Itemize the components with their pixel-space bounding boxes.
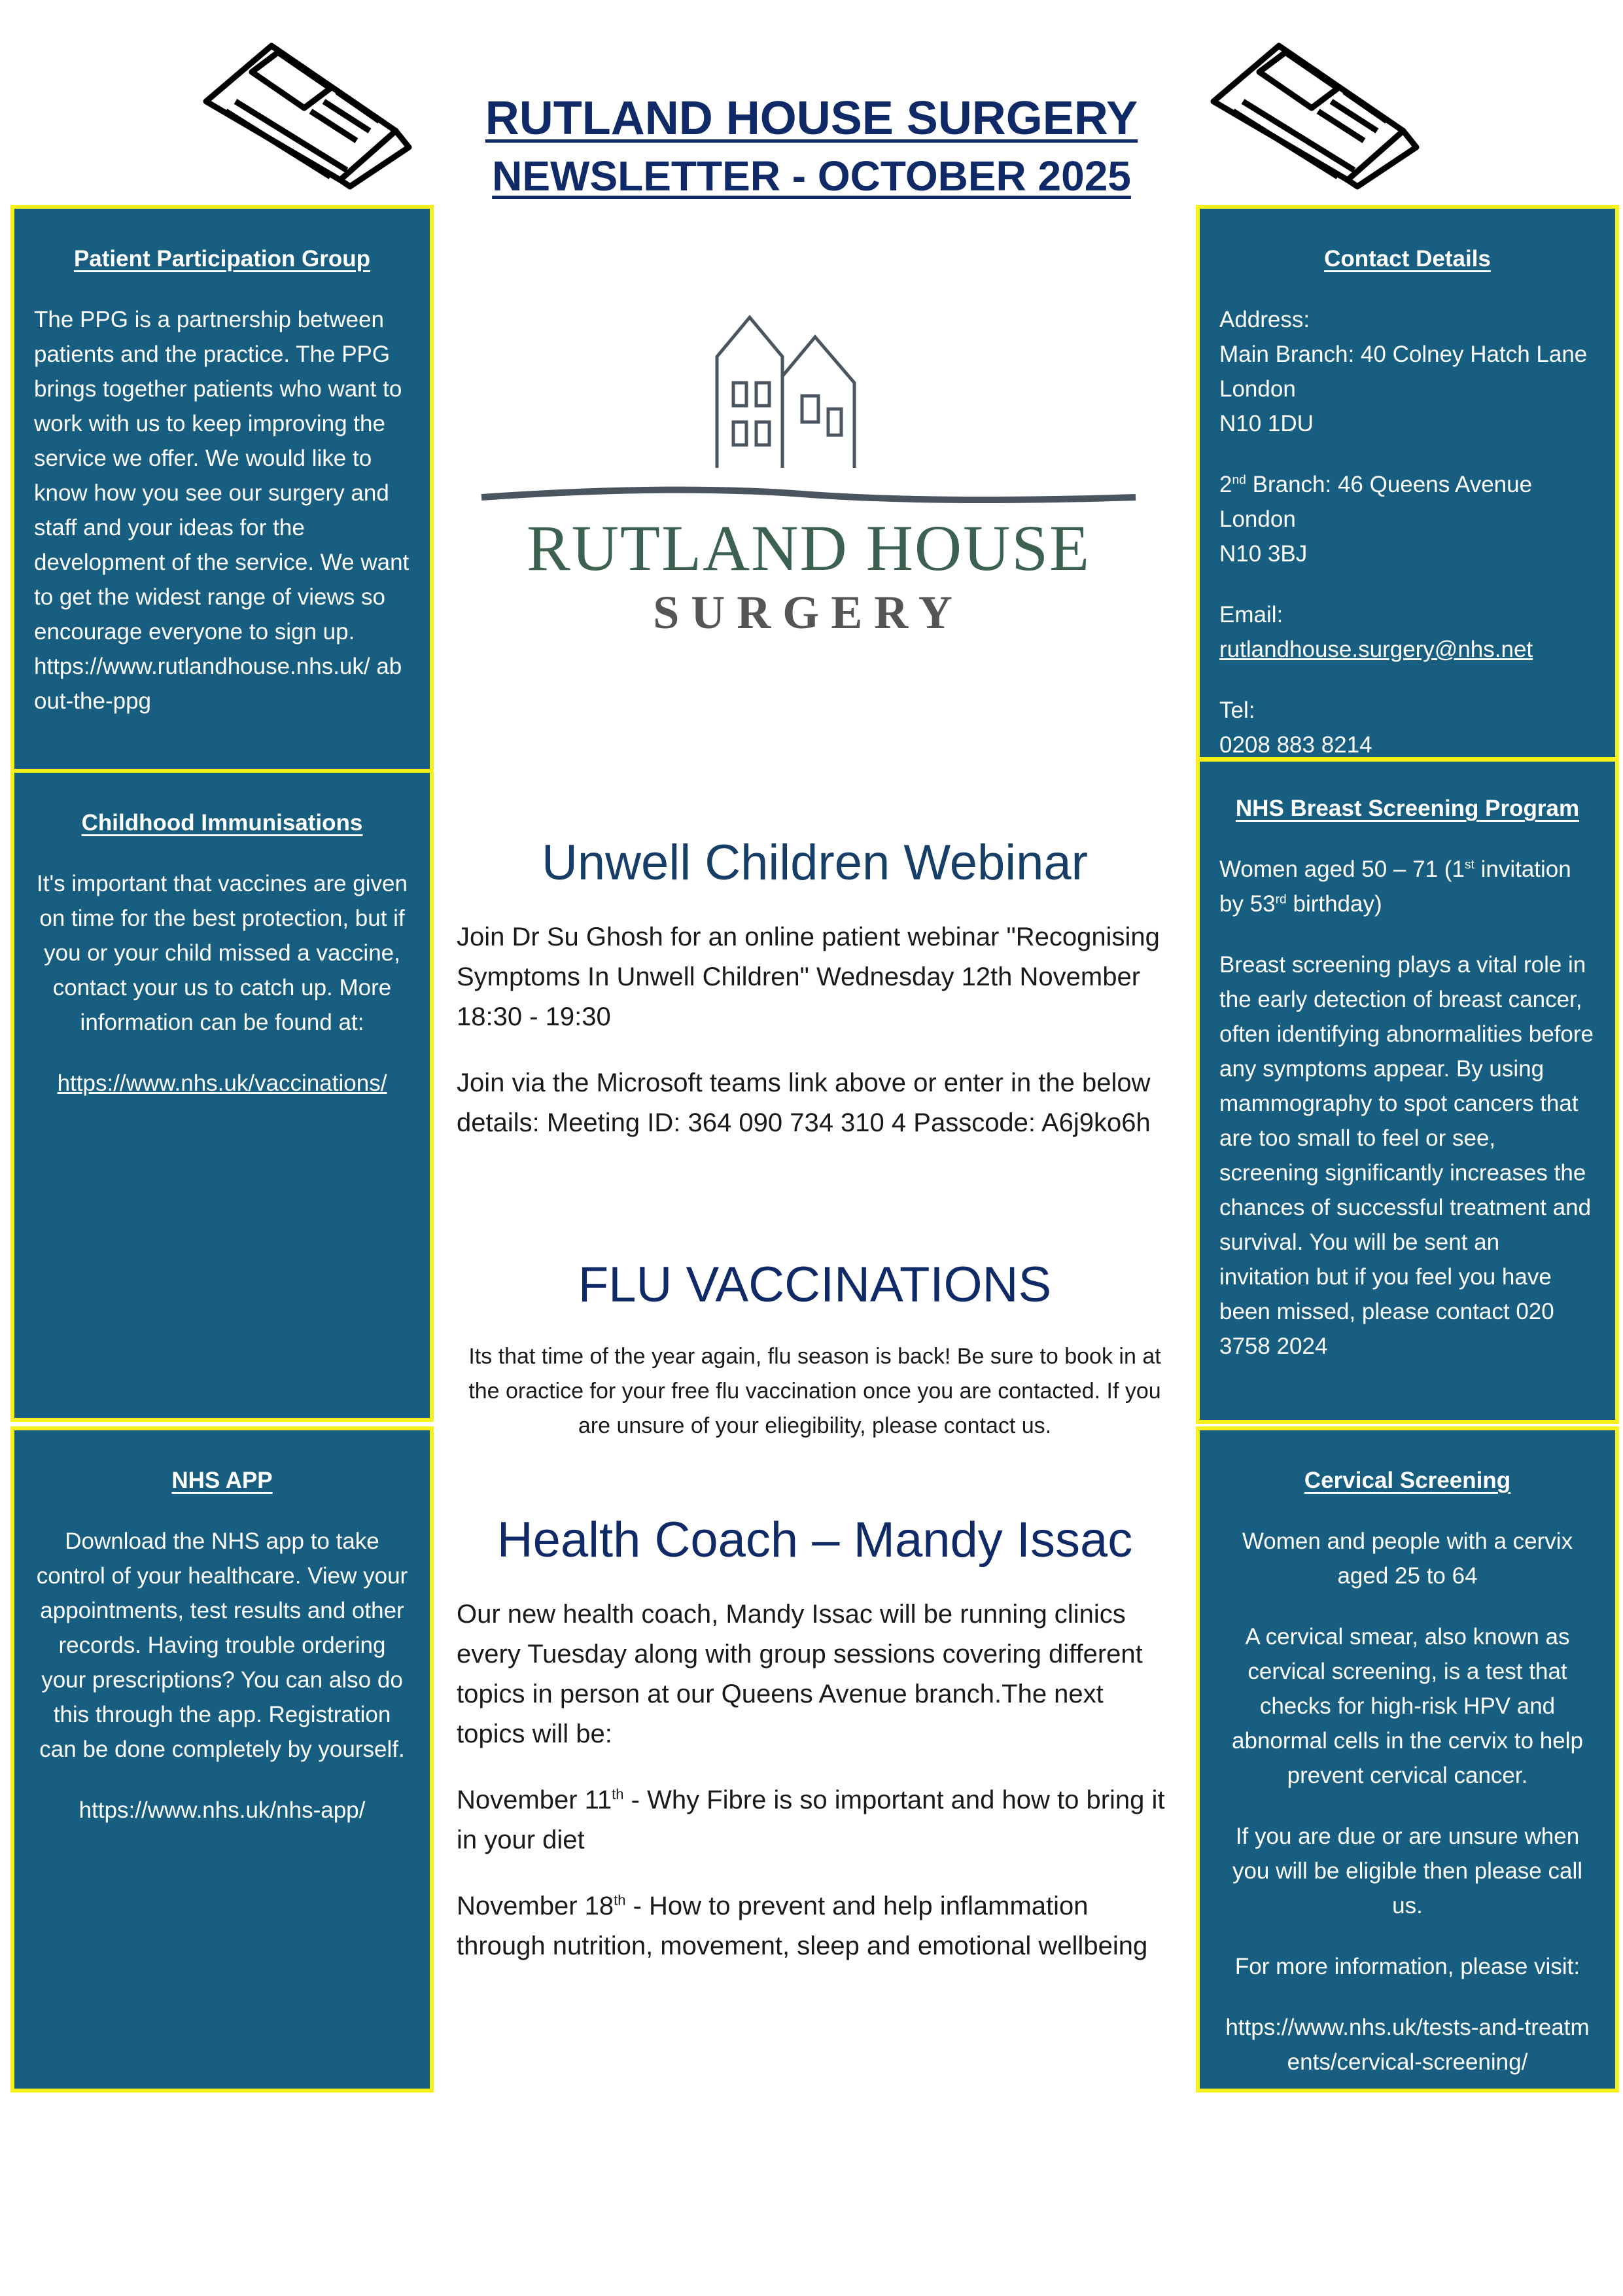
second-branch-num: 2 <box>1219 472 1232 497</box>
main-city: London <box>1219 376 1296 402</box>
email-label: Email: <box>1219 602 1283 627</box>
sup: th <box>612 1786 624 1803</box>
ppg-link[interactable]: https://www.rutlandhouse.nhs.uk/ about-the-ppg <box>34 654 402 714</box>
nhs-app-heading: NHS APP <box>171 1468 273 1493</box>
surgery-logo <box>475 298 1142 684</box>
cervical-panel <box>1196 1426 1619 2093</box>
vaccinations-link[interactable]: https://www.nhs.uk/vaccinations/ <box>57 1070 387 1096</box>
sup: rd <box>1275 892 1287 907</box>
cervical-p2: A cervical smear, also known as cervical screening, is a test that checks for high-risk HPV and abnormal cells in the cervix to help prevent cervical cancer. <box>1232 1624 1583 1788</box>
second-postcode: N10 3BJ <box>1219 541 1308 567</box>
main-postcode: N10 1DU <box>1219 411 1314 436</box>
flu-section <box>457 1256 1173 1470</box>
coach-heading: Health Coach – Mandy Issac <box>497 1512 1133 1568</box>
house-illustration <box>475 298 1142 514</box>
ppg-panel <box>10 205 434 773</box>
cervical-p3: If you are due or are unsure when you will be eligible then please call us. <box>1232 1824 1583 1918</box>
webinar-p1: Join Dr Su Ghosh for an online patient webinar "Recognising Symptoms In Unwell Children" Wednesday 12th November 18:30 - 19:30 <box>457 923 1160 1031</box>
second-city: London <box>1219 506 1296 532</box>
breast-screening-panel <box>1196 758 1619 1424</box>
breast-age-text: invitation by 53 <box>1219 857 1571 917</box>
topic-text: - How to prevent and help inflammation through nutrition, movement, sleep and emotional wellbeing <box>457 1892 1148 1960</box>
breast-age-text: Women aged 50 – 71 (1 <box>1219 857 1465 882</box>
logo-sub: SURGERY <box>653 586 964 639</box>
immunisations-panel <box>10 769 434 1422</box>
second-branch: Branch: 46 Queens Avenue <box>1246 472 1533 497</box>
breast-age-text: birthday) <box>1286 891 1382 917</box>
breast-body: Breast screening plays a vital role in the early detection of breast cancer, often identifying abnormalities before any symptoms appear. By using mammography to spot cancers that are too small to feel or see, screening significantly increases the chances of successful treatment and survival. You will be sent an invitation but if you feel you have been missed, please contact 020 3758 2024 <box>1219 952 1594 1359</box>
webinar-heading: Unwell Children Webinar <box>542 835 1088 891</box>
webinar-p2: Join via the Microsoft teams link above or enter in the below details: Meeting ID: 364 090 734 310 4 Passcode: A6j9ko6h <box>457 1069 1151 1137</box>
cervical-link[interactable]: https://www.nhs.uk/tests-and-treatments/cervical-screening/ <box>1225 2015 1590 2075</box>
ppg-heading: Patient Participation Group <box>73 246 371 272</box>
flu-heading: FLU VACCINATIONS <box>578 1257 1052 1313</box>
nhs-app-link[interactable]: https://www.nhs.uk/nhs-app/ <box>79 1797 366 1823</box>
sup: th <box>614 1892 626 1909</box>
email-link[interactable]: rutlandhouse.surgery@nhs.net <box>1219 637 1533 662</box>
coach-p1: Our new health coach, Mandy Issac will be running clinics every Tuesday along with group sessions covering different topics in person at our Queens Avenue branch.The next topics will be: <box>457 1600 1143 1748</box>
topic-date: November 11 <box>457 1786 612 1814</box>
address-label: Address: <box>1219 307 1310 332</box>
page-title: RUTLAND HOUSE SURGERY <box>485 92 1138 145</box>
breast-heading: NHS Breast Screening Program <box>1235 796 1580 821</box>
immunisations-heading: Childhood Immunisations <box>81 810 363 836</box>
main-branch: Main Branch: 40 Colney Hatch Lane <box>1219 342 1588 367</box>
contact-panel <box>1196 205 1619 761</box>
logo-name: RUTLAND HOUSE <box>526 512 1091 584</box>
tel-number: 0208 883 8214 <box>1219 732 1372 758</box>
cervical-p1: Women and people with a cervix aged 25 to 64 <box>1242 1528 1573 1589</box>
health-coach-section <box>457 1511 1173 1992</box>
cervical-p4: For more information, please visit: <box>1234 1954 1580 1979</box>
nhs-app-panel <box>10 1426 434 2093</box>
webinar-section <box>457 834 1173 1169</box>
contact-heading: Contact Details <box>1324 246 1491 272</box>
immunisations-body: It's important that vaccines are given on time for the best protection, but if you or your child missed a vaccine, contact your us to catch up. More information can be found at: <box>37 871 408 1035</box>
second-sup: nd <box>1232 473 1246 487</box>
sup: st <box>1464 858 1475 872</box>
ppg-body: The PPG is a partnership between patients and the practice. The PPG brings together patients who want to work with us to keep improving the service we offer. We would like to know how you see our surgery and staff and your ideas for the development of the service. We want to get the widest range of views so encourage everyone to sign up. <box>34 307 410 645</box>
topic-date: November 18 <box>457 1892 614 1920</box>
nhs-app-body: Download the NHS app to take control of your healthcare. View your appointments, test results and other records. Having trouble ordering your prescriptions? You can also do this through the app. Registration can be done completely by yourself. <box>36 1528 408 1762</box>
page-subtitle: NEWSLETTER - OCTOBER 2025 <box>492 152 1131 200</box>
tel-label: Tel: <box>1219 698 1255 723</box>
flu-body: Its that time of the year again, flu season is back! Be sure to book in at the oractice for your free flu vaccination once you are contacted. If you are unsure of your eliegibility, please contact us. <box>468 1344 1161 1438</box>
topic-text: - Why Fibre is so important and how to bring it in your diet <box>457 1786 1165 1854</box>
cervical-heading: Cervical Screening <box>1304 1468 1511 1493</box>
